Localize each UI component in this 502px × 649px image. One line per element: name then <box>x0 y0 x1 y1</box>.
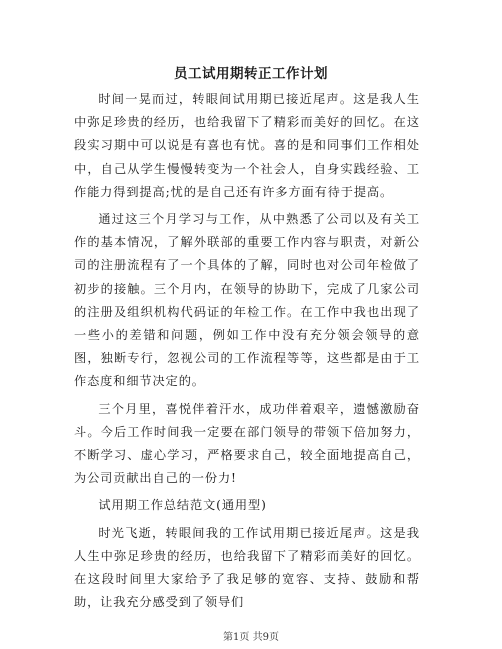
paragraph-conclusion: 三个月里，喜悦伴着汗水，成功伴着艰辛，遗憾激励奋斗。今后工作时间我一定要在部门领导的带领下倍加努力，不断学习、虚心学习，严格要求自己，较全面地提高自己，为公司贡献出自己的一份力! <box>74 401 420 486</box>
section-heading: 试用期工作总结范文(通用型) <box>98 498 267 513</box>
paragraph-work-summary: 通过这三个月学习与工作，从中熟悉了公司以及有关工作的基本情况，了解外联部的重要工作内容与职责，对新公司的注册流程有了一个具体的了解，同时也对公司年检做了初步的接触。三个月内，在领导的协助下，完成了几家公司的注册及组织机构代码证的年检工作。在工作中我也出现了一些小的差错和问题，例如工作中没有充分领会领导的意图，独断专行，忽视公司的工作流程等等，这些都是由于工作态度和细节决定的。 <box>74 212 420 389</box>
document-title: 员工试用期转正工作计划 <box>174 66 328 82</box>
paragraph-intro: 时间一晃而过，转眼间试用期已接近尾声。这是我人生中弥足珍贵的经历，也给我留下了精彩而美好的回忆。在这段实习期中可以说是有喜也有忧。喜的是和同事们工作相处中，自己从学生慢慢转变为一个社会人，自身实践经验、工作能力得到提高;忧的是自己还有许多方面有待于提高。 <box>74 92 420 199</box>
document-body <box>74 88 420 618</box>
page-number-footer: 第1页 共9页 <box>223 632 279 643</box>
paragraph-section-body: 时光飞逝，转眼间我的工作试用期已接近尾声。这是我人生中弥足珍贵的经历，也给我留下了精彩而美好的回忆。在这段时间里大家给予了我足够的宽容、支持、鼓励和帮助，让我充分感受到了领导们 <box>74 525 420 610</box>
